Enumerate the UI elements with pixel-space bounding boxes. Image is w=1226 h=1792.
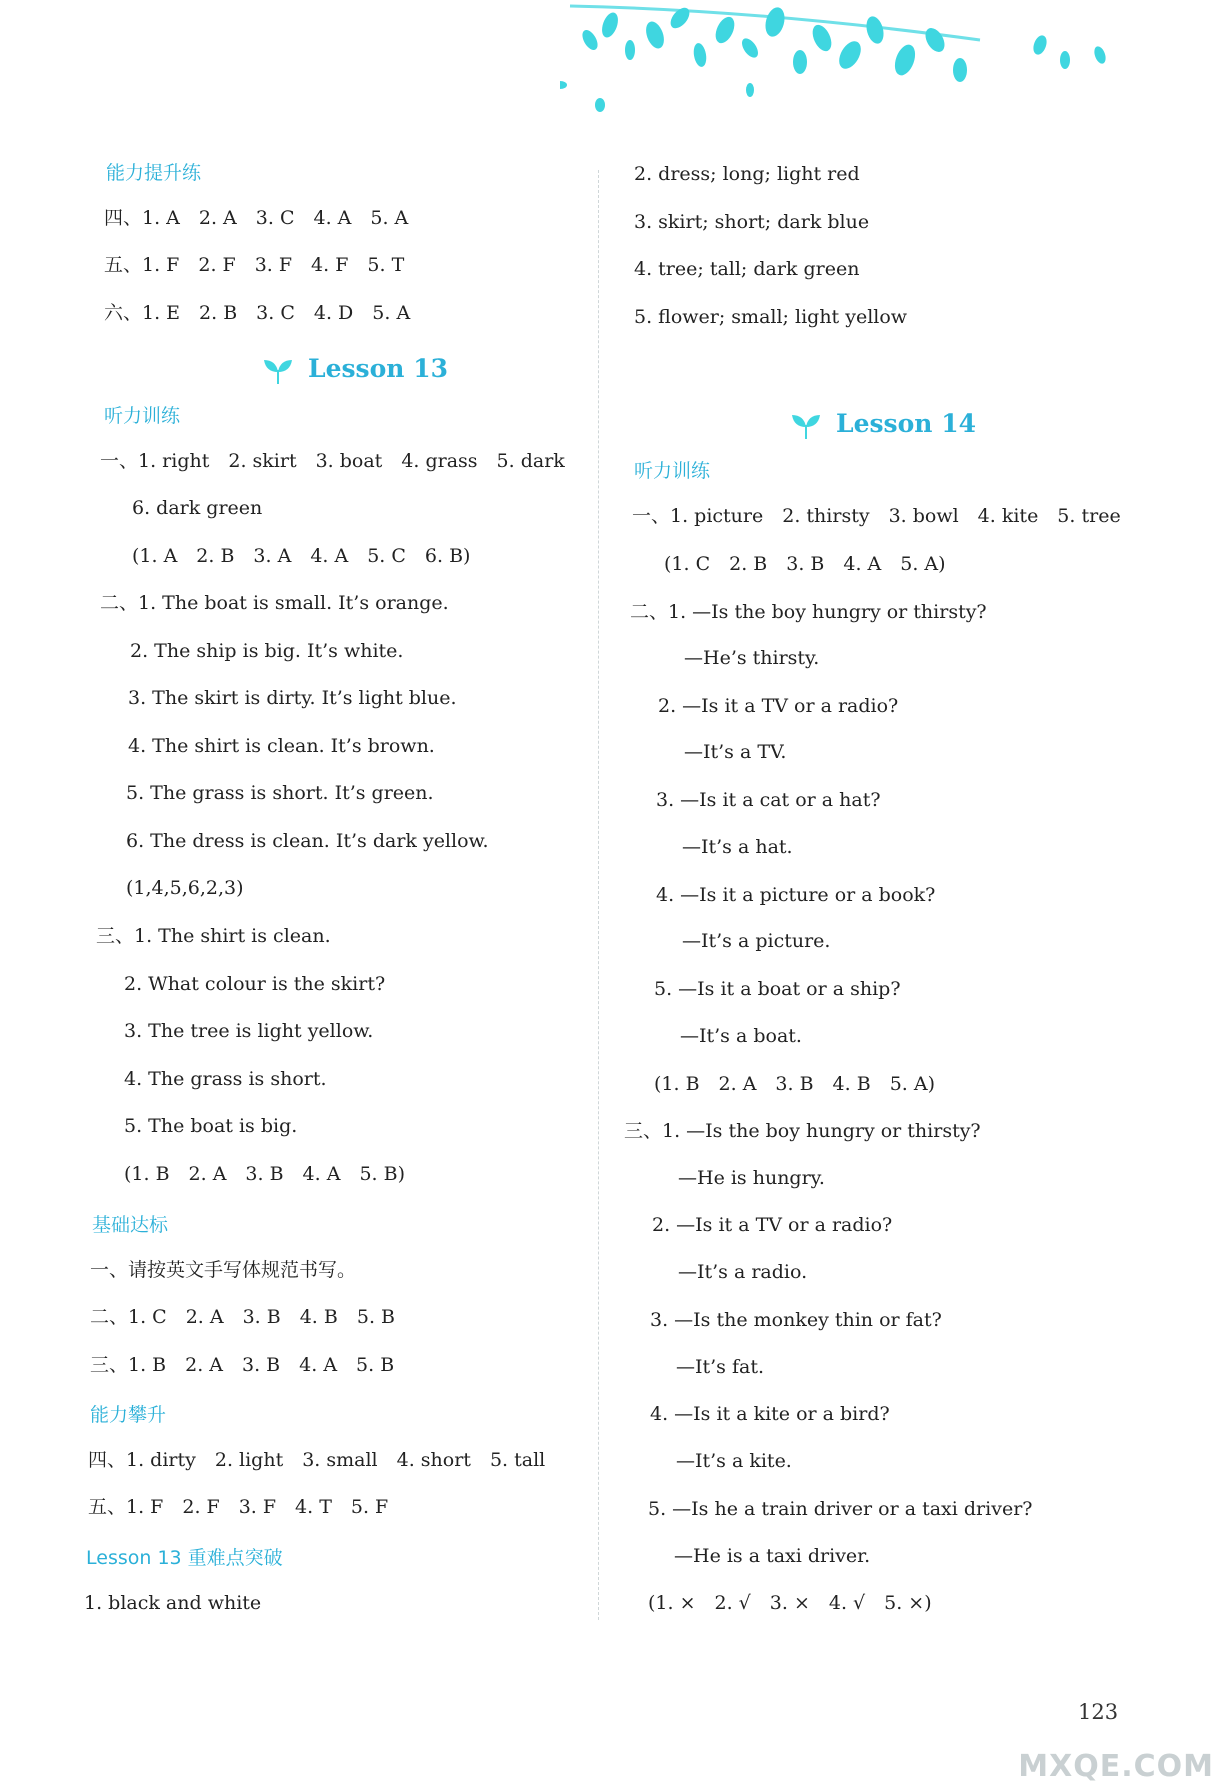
answer-line: —He is a taxi driver. — [674, 1545, 871, 1567]
answer-line: 6. dark green — [132, 497, 263, 519]
answer-line: —It’s fat. — [676, 1356, 765, 1378]
answer-line: 四、1. dirty 2. light 3. small 4. short 5. tall — [88, 1449, 546, 1471]
answer-line: 二、1. The boat is small. It’s orange. — [100, 592, 449, 614]
sprout-icon — [790, 411, 822, 441]
answer-line: —He is hungry. — [678, 1167, 825, 1189]
sprout-icon — [262, 356, 294, 386]
page-number: 123 — [1078, 1700, 1119, 1724]
answer-line: 1. black and white — [84, 1592, 262, 1614]
watermark: MXQE.COM — [1018, 1749, 1214, 1784]
answer-line: 4. —Is it a kite or a bird? — [650, 1403, 890, 1425]
answer-line: (1,4,5,6,2,3) — [126, 877, 244, 899]
answer-line: 六、1. E 2. B 3. C 4. D 5. A — [104, 302, 411, 324]
answer-line: 2. —Is it a TV or a radio? — [652, 1214, 893, 1236]
answer-line: (1. × 2. √ 3. × 4. √ 5. ×) — [648, 1592, 932, 1614]
answer-line: 4. —Is it a picture or a book? — [656, 884, 936, 906]
answer-line: 3. The skirt is dirty. It’s light blue. — [128, 687, 457, 709]
column-divider — [598, 170, 599, 1620]
answer-line: 4. The shirt is clean. It’s brown. — [128, 735, 435, 757]
lesson-heading — [262, 354, 448, 386]
answer-line: 3. The tree is light yellow. — [124, 1020, 374, 1042]
lesson-heading — [790, 409, 976, 441]
answer-line: (1. B 2. A 3. B 4. A 5. B) — [124, 1163, 405, 1185]
answer-line: 3. —Is the monkey thin or fat? — [650, 1309, 942, 1331]
answer-line: —It’s a hat. — [682, 836, 793, 858]
answer-line: 4. The grass is short. — [124, 1068, 327, 1090]
answer-line: 2. The ship is big. It’s white. — [130, 640, 404, 662]
answer-line: 5. The boat is big. — [124, 1115, 298, 1137]
answer-line: 5. —Is he a train driver or a taxi driver? — [648, 1498, 1033, 1520]
answer-line: 3. skirt; short; dark blue — [634, 211, 870, 233]
answer-line: 3. —Is it a cat or a hat? — [656, 789, 881, 811]
answer-line: 一、1. picture 2. thirsty 3. bowl 4. kite 5. tree — [632, 505, 1121, 527]
answer-line: 6. The dress is clean. It’s dark yellow. — [126, 830, 489, 852]
answer-line: (1. B 2. A 3. B 4. B 5. A) — [654, 1073, 935, 1095]
answer-line: 4. tree; tall; dark green — [634, 258, 860, 280]
answer-line: 五、1. F 2. F 3. F 4. F 5. T — [104, 254, 405, 276]
answer-line: 2. —Is it a TV or a radio? — [658, 695, 899, 717]
lesson-title: Lesson 13 — [308, 354, 448, 383]
section-heading: 能力攀升 — [90, 1404, 167, 1426]
answer-line: —It’s a kite. — [676, 1450, 792, 1472]
answer-line: 5. flower; small; light yellow — [634, 306, 908, 328]
answer-line: 五、1. F 2. F 3. F 4. T 5. F — [88, 1496, 389, 1518]
answer-line: 三、1. B 2. A 3. B 4. A 5. B — [90, 1354, 395, 1376]
answer-line: 三、1. The shirt is clean. — [96, 925, 331, 947]
answer-line: —It’s a boat. — [680, 1025, 802, 1047]
leaf-branch-decoration — [560, 0, 1226, 120]
section-heading: 基础达标 — [92, 1214, 169, 1236]
answer-line: 一、请按英文手写体规范书写。 — [90, 1259, 357, 1281]
answer-line: —It’s a radio. — [678, 1261, 808, 1283]
lesson-title: Lesson 14 — [836, 409, 976, 438]
section-heading: 听力训练 — [634, 460, 711, 482]
answer-line: (1. A 2. B 3. A 4. A 5. C 6. B) — [132, 545, 471, 567]
answer-line: 2. What colour is the skirt? — [124, 973, 386, 995]
answer-line: 一、1. right 2. skirt 3. boat 4. grass 5. dark — [100, 450, 565, 472]
section-heading: Lesson 13 重难点突破 — [86, 1547, 283, 1569]
section-heading: 听力训练 — [104, 405, 181, 427]
answer-line: —It’s a TV. — [684, 741, 787, 763]
answer-line: 2. dress; long; light red — [634, 163, 860, 185]
answer-line: 二、1. —Is the boy hungry or thirsty? — [630, 601, 987, 623]
answer-line: —It’s a picture. — [682, 930, 831, 952]
answer-line: 5. —Is it a boat or a ship? — [654, 978, 901, 1000]
answer-line: 二、1. C 2. A 3. B 4. B 5. B — [90, 1306, 395, 1328]
answer-line: —He’s thirsty. — [684, 647, 820, 669]
answer-line: 四、1. A 2. A 3. C 4. A 5. A — [104, 207, 409, 229]
answer-line: 5. The grass is short. It’s green. — [126, 782, 434, 804]
section-heading: 能力提升练 — [106, 162, 202, 184]
answer-line: 三、1. —Is the boy hungry or thirsty? — [624, 1120, 981, 1142]
answer-line: (1. C 2. B 3. B 4. A 5. A) — [664, 553, 946, 575]
